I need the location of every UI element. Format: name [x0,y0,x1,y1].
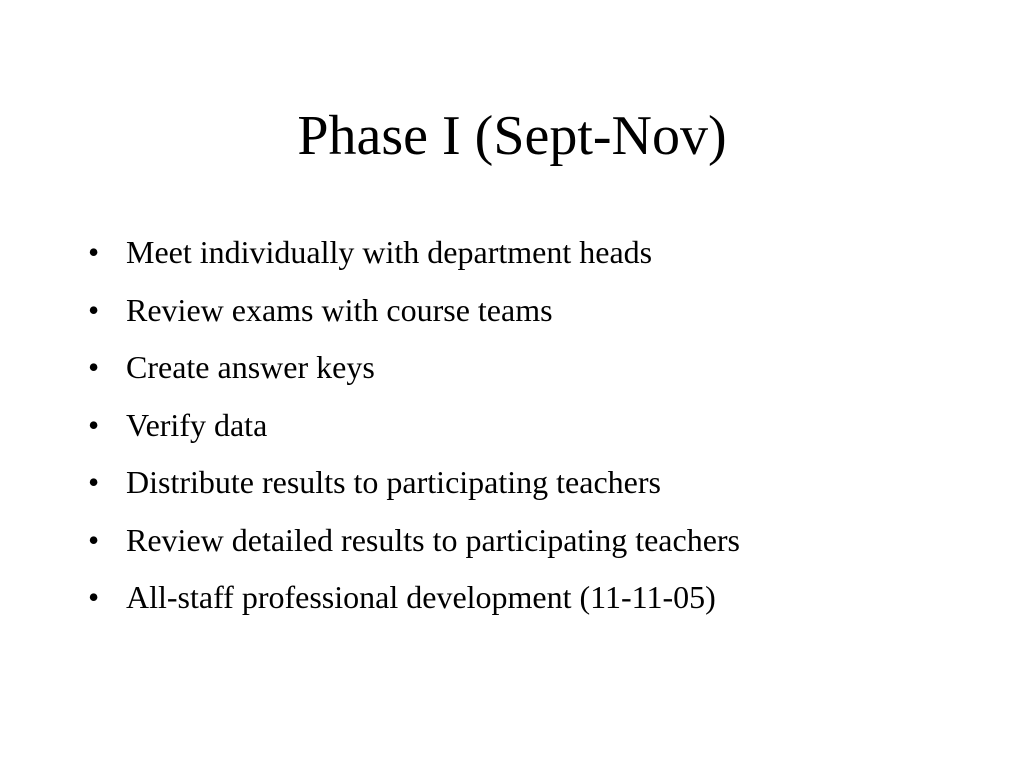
slide-title: Phase I (Sept-Nov) [297,105,727,167]
bullet-list [82,224,740,627]
list-item [82,397,740,455]
bullet-icon: • [88,579,100,615]
list-item [82,454,740,512]
bullet-icon: • [88,234,100,270]
list-item [82,512,740,570]
bullet-icon: • [88,406,100,443]
list-item [82,224,740,282]
bullet-icon: • [88,521,100,558]
list-item [82,569,740,627]
list-item [82,282,740,340]
bullet-text: Distribute results to participating teachers [126,464,661,500]
bullet-text: Meet individually with department heads [126,234,653,270]
bullet-icon: • [88,464,100,500]
list-item [82,339,740,397]
bullet-text: Review detailed results to participating teachers [126,521,740,558]
bullet-text: Create answer keys [126,349,375,385]
bullet-text: Verify data [126,406,268,443]
bullet-icon: • [88,291,100,328]
bullet-text: All-staff professional development (11-11-05) [126,579,716,615]
bullet-text: Review exams with course teams [126,291,553,328]
bullet-icon: • [88,349,100,385]
